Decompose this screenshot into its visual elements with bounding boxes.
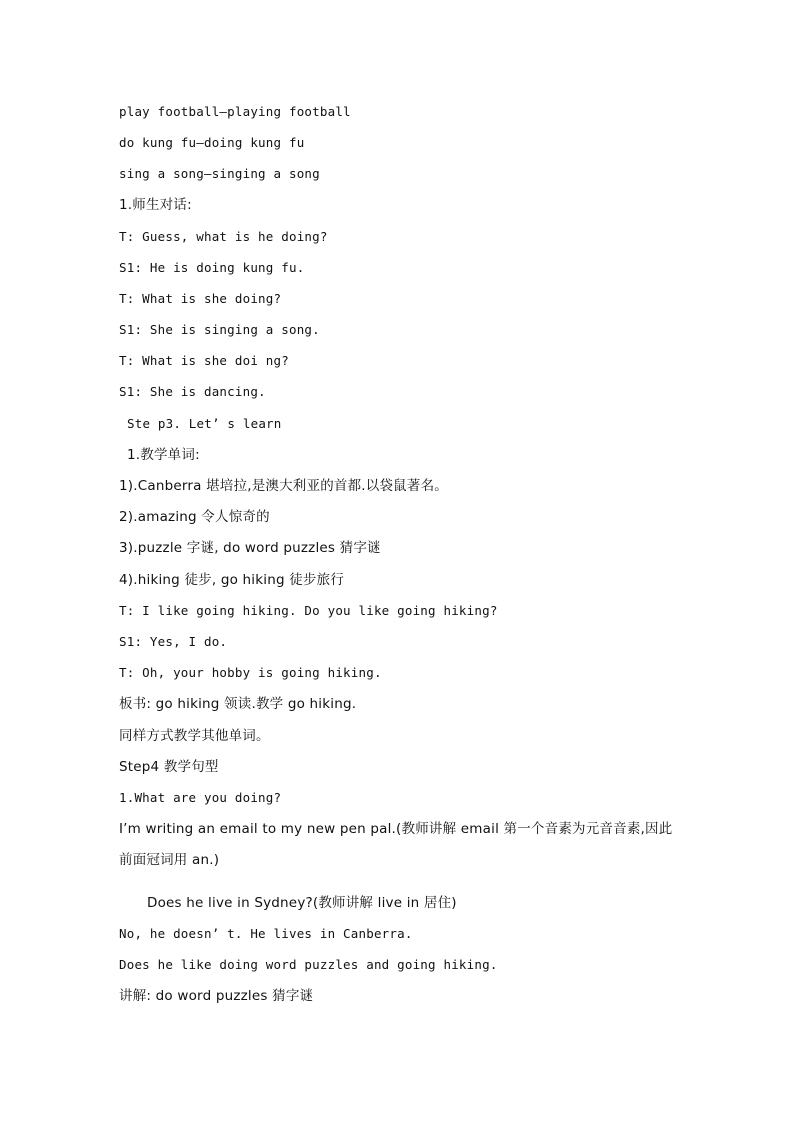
- text-line: T: What is she doing?: [119, 291, 282, 306]
- text-line: S1: She is dancing.: [119, 384, 266, 399]
- text-line: 2).amazing 令人惊奇的: [119, 509, 270, 525]
- text-line: 1.师生对话:: [119, 197, 192, 213]
- text-line: S1: Yes, I do.: [119, 634, 228, 649]
- text-line: play football—playing football: [119, 104, 351, 119]
- text-line: T: Guess, what is he doing?: [119, 229, 328, 244]
- text-line: 1.What are you doing?: [119, 790, 282, 805]
- text-line: 1).Canberra 堪培拉,是澳大利亚的首都.以袋鼠著名。: [119, 478, 448, 494]
- text-line: 讲解: do word puzzles 猜字谜: [119, 988, 314, 1004]
- text-line: sing a song—singing a song: [119, 166, 320, 181]
- text-line: 板书: go hiking 领读.教学 go hiking.: [119, 696, 357, 712]
- text-line: T: I like going hiking. Do you like going hiking?: [119, 603, 498, 618]
- text-line: Step4 教学句型: [119, 759, 219, 775]
- text-line: No, he doesn’ t. He lives in Canberra.: [119, 926, 413, 941]
- text-line: 3).puzzle 字谜, do word puzzles 猜字谜: [119, 540, 381, 556]
- text-line: do kung fu—doing kung fu: [119, 135, 305, 150]
- text-line: 同样方式教学其他单词。: [119, 728, 270, 744]
- text-line: T: Oh, your hobby is going hiking.: [119, 665, 382, 680]
- text-line: 1.教学单词:: [127, 447, 200, 463]
- text-line: Ste p3. Let’ s learn: [127, 416, 282, 431]
- text-line: S1: He is doing kung fu.: [119, 260, 305, 275]
- text-line: T: What is she doi ng?: [119, 353, 289, 368]
- text-line: Does he live in Sydney?(教师讲解 live in 居住): [147, 895, 457, 911]
- text-line: 4).hiking 徒步, go hiking 徒步旅行: [119, 572, 345, 588]
- text-line: S1: She is singing a song.: [119, 322, 320, 337]
- text-line: 前面冠词用 an.): [119, 852, 220, 868]
- text-line: Does he like doing word puzzles and going hiking.: [119, 957, 498, 972]
- text-line: I’m writing an email to my new pen pal.(教师讲解 email 第一个音素为元音音素,因此: [119, 821, 673, 837]
